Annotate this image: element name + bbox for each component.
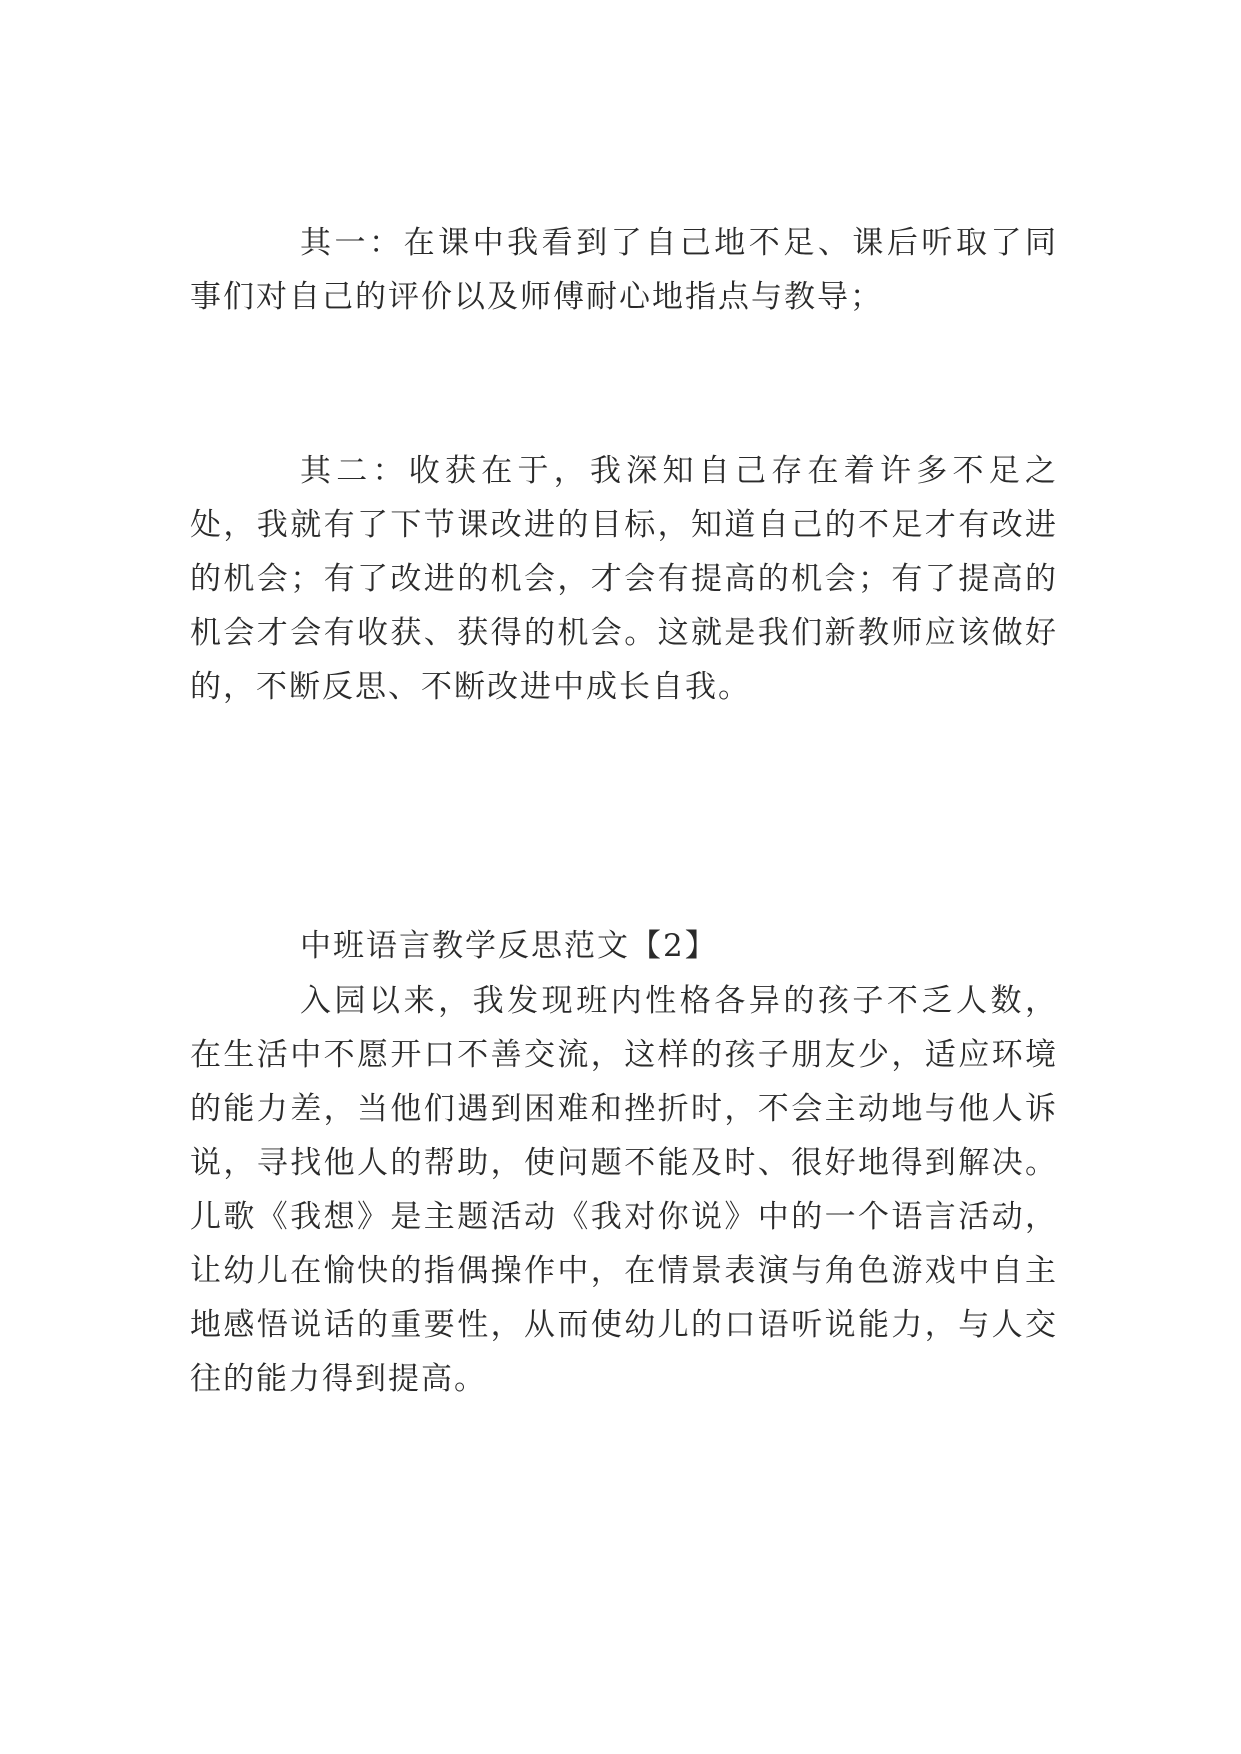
section-paragraph: 入园以来，我发现班内性格各异的孩子不乏人数，在生活中不愿开口不善交流，这样的孩子朋友少，适应环境的能力差，当他们遇到困难和挫折时，不会主动地与他人诉说，寻找他人的帮助，使问题不能及时、很好地得到解决。儿歌《我想》是主题活动《我对你说》中的一个语言活动，让幼儿在愉快的指偶操作中，在情景表演与角色游戏中自主地感悟说话的重要性，从而使幼儿的口语听说能力，与人交往的能力得到提高。: [190, 983, 1058, 1397]
paragraph-one: 其一：在课中我看到了自己地不足、课后听取了同事们对自己的评价以及师傅耐心地指点与教导；: [190, 225, 1058, 315]
section-heading: 中班语言教学反思范文【2】: [300, 928, 718, 964]
paragraph-two: 其二：收获在于，我深知自己存在着许多不足之处，我就有了下节课改进的目标，知道自己的不足才有改进的机会；有了改进的机会，才会有提高的机会；有了提高的机会才会有收获、获得的机会。这就是我们新教师应该做好的，不断反思、不断改进中成长自我。: [190, 453, 1058, 705]
